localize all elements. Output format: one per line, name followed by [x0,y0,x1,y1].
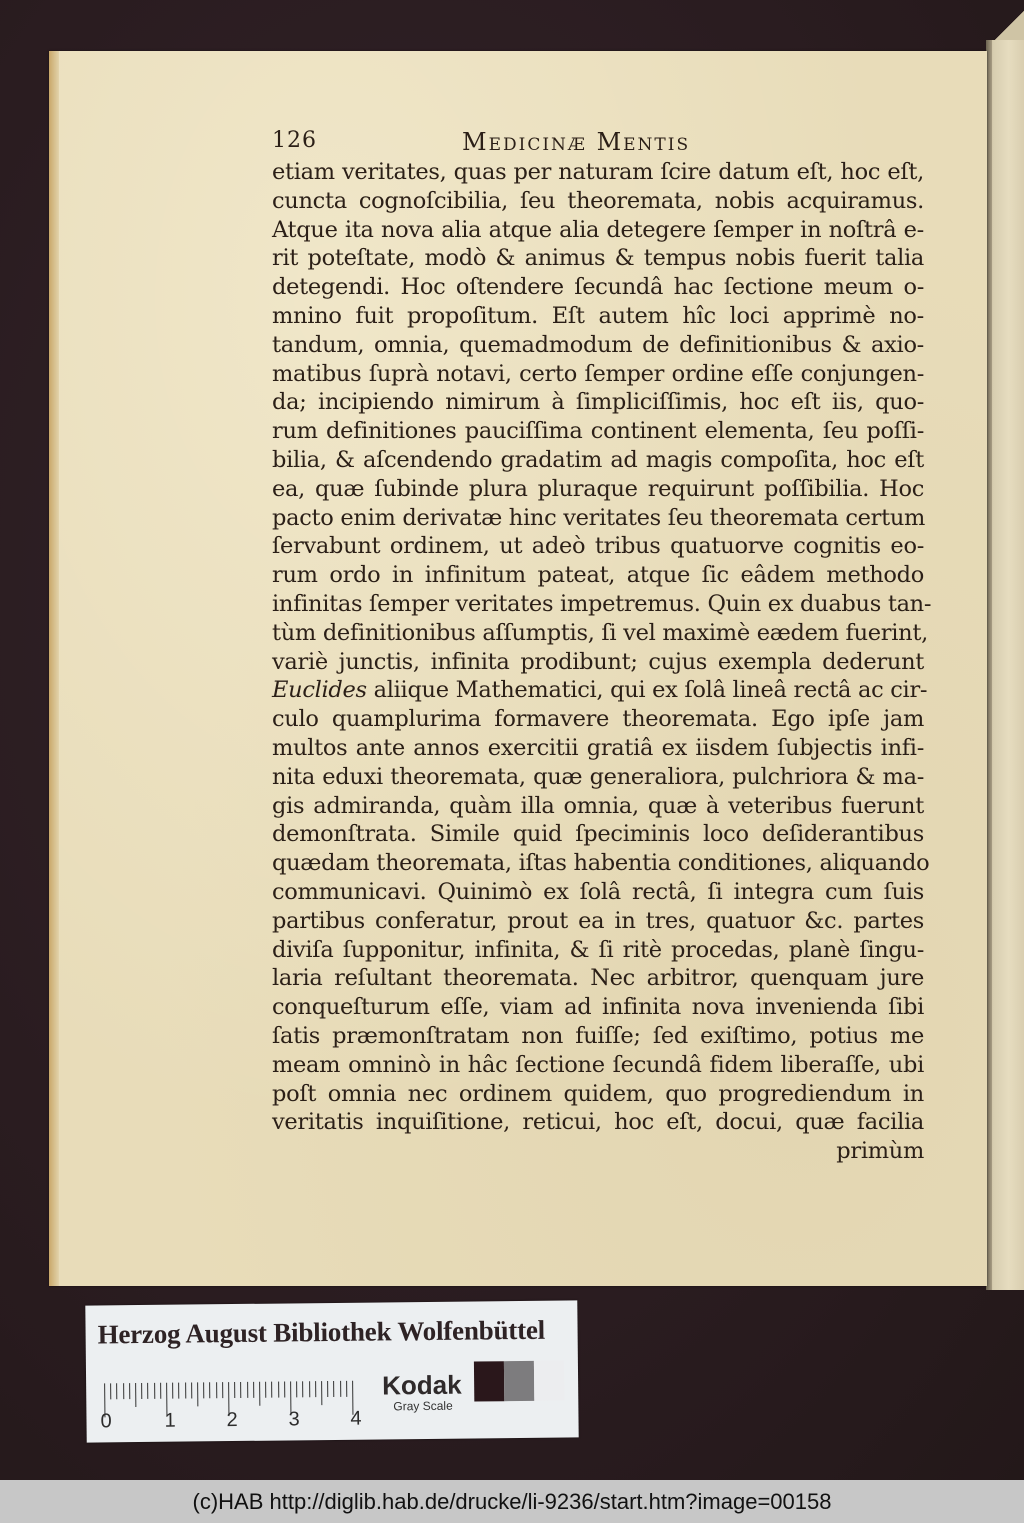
kodak-logo: Kodak [381,1369,462,1401]
text-line: laria reſultant theoremata. Nec arbitror, quenquam jure [272,965,924,992]
ruler-tick [123,1383,124,1399]
text-line: gis admiranda, quàm illa omnia, quæ à veteribus fuerunt [272,792,924,819]
text-line: ſervabunt ordinem, ut adeò tribus quatuorve cognitis eo- [272,533,924,560]
ruler-tick [191,1382,192,1398]
ruler-number: 1 [164,1409,176,1432]
ruler-tick [253,1382,254,1398]
ruler-number: 3 [288,1408,300,1431]
ruler-tick [209,1382,210,1398]
ruler-tick [340,1381,341,1397]
ruler-tick [259,1382,260,1406]
ruler-tick [185,1383,186,1399]
ruler-tick [172,1383,173,1399]
color-reference-card [85,1300,578,1442]
swatch-dark [474,1361,504,1401]
ruler-tick [302,1381,303,1397]
institution-name: Herzog August Bibliothek Wolfenbüttel [97,1314,546,1350]
ruler-tick [117,1383,118,1399]
ruler-tick [327,1381,328,1397]
ruler-tick [247,1382,248,1398]
page-edge [49,51,59,1286]
footer-credit: (c)HAB http://diglib.hab.de/drucke/li-9236/start.htm?image=00158 [192,1489,832,1514]
text-line: pacto enim derivatæ hinc veritates ſeu theoremata certum [272,504,926,531]
ruler-tick [315,1381,316,1397]
text-line: infinitas ſemper veritates impetremus. Quin ex duabus tan- [272,590,932,617]
text-line: detegendi. Hoc oſtendere ſecundâ hac ſectione meum o- [272,274,924,301]
text-line: mnino fuit propoſitum. Eſt autem hîc loci apprimè no- [272,302,924,329]
ruler-tick [271,1382,272,1398]
text-line: poſt omnia nec ordinem quidem, quo progrediendum in [272,1080,924,1107]
body-text [272,158,932,1166]
ruler-tick [321,1381,322,1405]
text-line: rum ordo in infinitum pateat, atque ſic eâdem methodo [272,562,924,589]
text-line: cuncta cognoſcibilia, ſeu theoremata, nobis acquiramus. [272,187,924,214]
ruler-tick [160,1383,161,1399]
text-block [272,128,932,1166]
text-line: rit poteſtate, modò & animus & tempus nobis fuerit talia [272,245,924,272]
page-number: 126 [272,128,317,153]
text-line: variè junctis, infinita prodibunt; cujus exempla dederunt [272,648,924,675]
ruler-tick [178,1383,179,1399]
ruler-tick [129,1383,130,1399]
ruler-tick [333,1381,334,1397]
gray-swatches [474,1361,564,1402]
ruler-tick [284,1381,285,1397]
ruler-tick [265,1382,266,1398]
text-line: rum definitiones pauciſſima continent elementa, ſeu poſſi- [272,418,924,445]
ruler-tick [222,1382,223,1398]
ruler-number: 0 [100,1410,112,1433]
text-line: culo quamplurima formavere theoremata. Ego ipſe jam [272,706,924,733]
gray-scale-label: Gray Scale [393,1398,453,1414]
ruler-tick [141,1383,142,1399]
running-head [272,128,924,158]
ruler-tick [203,1382,204,1398]
text-line: nita eduxi theoremata, quæ generaliora, pulchriora & ma- [272,763,924,790]
ruler-tick [197,1382,198,1406]
ruler-tick [296,1381,297,1397]
text-line: demonſtrata. Simile quid ſpeciminis loco deſiderantibus [272,821,924,848]
ruler-tick [240,1382,241,1398]
ruler-tick [110,1383,111,1399]
ruler-tick [154,1383,155,1399]
ruler-tick [309,1381,310,1397]
text-line: bilia, & aſcendendo gradatim ad magis compoſita, hoc eſt [272,446,924,473]
swatch-mid [504,1361,534,1401]
swatch-light [534,1361,564,1401]
text-line: veritatis inquiſitione, reticui, hoc eſt, docui, quæ facilia [272,1109,924,1136]
catchword: primùm [836,1138,924,1165]
text-fragment: aliique Mathematici, qui ex ſolâ lineâ rectâ ac cir- [373,677,928,704]
italic-name: Euclides [272,677,367,704]
text-line: da; incipiendo nimirum à ſimpliciſſimis, hoc eſt iis, quo- [272,389,924,416]
text-line [272,676,928,705]
ruler-tick [148,1383,149,1399]
text-line: ea, quæ ſubinde plura pluraque requirunt poſſibilia. Hoc [272,475,924,502]
text-line: communicavi. Quinimò ex ſolâ rectâ, ſi integra cum ſuis [272,878,924,905]
ruler-tick [346,1381,347,1397]
text-line: meam omninò in hâc ſectione ſecundâ fidem liberaſſe, ubi [272,1051,924,1078]
ruler-tick [278,1382,279,1398]
ruler-tick [135,1383,136,1407]
running-title: Medicinæ Mentis [462,128,691,156]
copyright-footer [0,1480,1024,1523]
ruler-number: 2 [226,1408,238,1432]
text-line: diviſa ſupponitur, infinita, & ſi ritè procedas, planè ſingu- [272,936,924,963]
ruler-tick [234,1382,235,1398]
text-line: quædam theoremata, iſtas habentia conditiones, aliquando [272,850,930,877]
text-line: tandum, omnia, quemadmodum de definitionibus & axio- [272,331,924,358]
text-line: etiam veritates, quas per naturam ſcire datum eſt, hoc eſt, [272,159,924,185]
ruler-tick [216,1382,217,1398]
text-line: Atque ita nova alia atque alia detegere ſemper in noſtrâ e- [272,216,924,243]
text-line: multos ante annos exercitii gratiâ ex iisdem ſubjectis infi- [272,734,924,761]
text-line: matibus ſuprà notavi, certo ſemper ordine eſſe conjungen- [272,360,924,387]
adjacent-page-edge [986,40,1024,1290]
text-line: conqueſturum eſſe, viam ad infinita nova invenienda ſibi [272,994,924,1021]
text-line: ſatis præmonſtratam non fuiſſe; ſed exiſtimo, potius me [272,1022,924,1049]
ruler-number: 4 [350,1407,362,1430]
text-line: tùm definitionibus aſſumptis, ſi vel maximè eædem fuerint, [272,619,928,646]
text-line: partibus conferatur, prout ea in tres, quatuor &c. partes [272,907,924,934]
